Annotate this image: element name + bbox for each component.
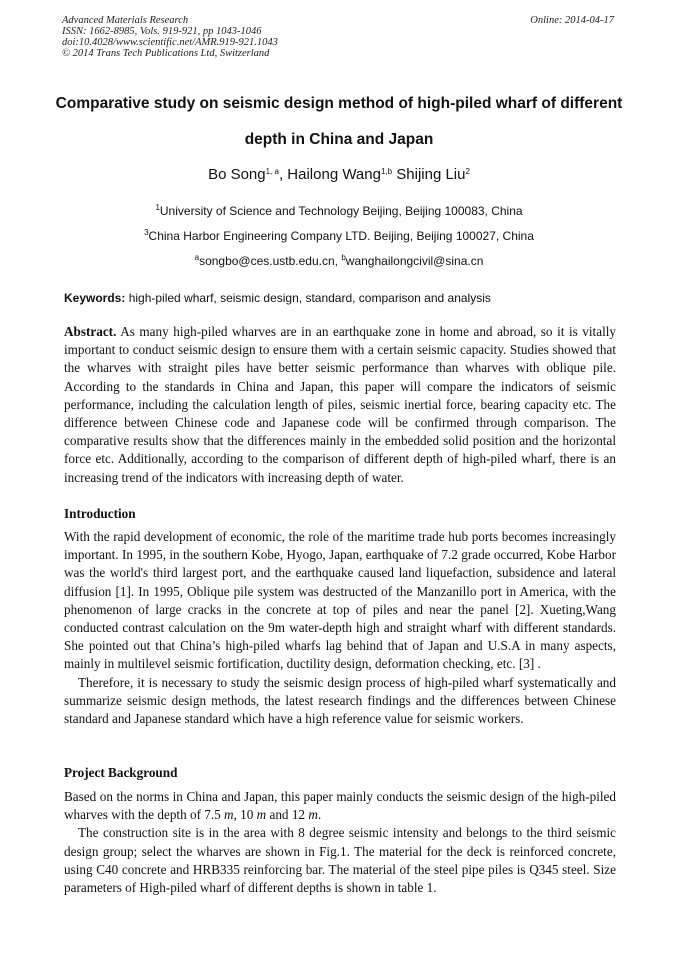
- background-heading: Project Background: [64, 765, 178, 780]
- introduction-paragraph-2: Therefore, it is necessary to study the seismic design process of high-piled wharf systematically and summarize seismic design methods, the latest research findings and the differences between Chinese standard and Japanese standard which have a high reference value for seismic workers.: [64, 674, 616, 727]
- paper-title: Comparative study on seismic design method of high-piled wharf of different depth in China and Japan: [55, 95, 623, 148]
- author-line: [0, 164, 678, 186]
- email-line: [0, 253, 678, 269]
- online-date: Online: 2014-04-17: [530, 15, 614, 26]
- affiliation-1: [0, 203, 678, 219]
- author-name: Shijing Liu: [396, 166, 466, 183]
- unit-m: m: [224, 807, 234, 823]
- copyright-line: © 2014 Trans Tech Publications Ltd, Switzerland: [62, 48, 270, 59]
- keywords-text: high-piled wharf, seismic design, standard, comparison and analysis: [125, 291, 491, 305]
- doi-line[interactable]: doi:10.4028/www.scientific.net/AMR.919-921.1043: [62, 37, 278, 48]
- unit-m: m: [256, 807, 267, 823]
- journal-header: [62, 15, 278, 59]
- journal-name: Advanced Materials Research: [62, 15, 189, 26]
- background-text: .: [317, 807, 322, 823]
- abstract-text: As many high-piled wharves are in an earthquake zone in home and abroad, so it is vitally important to conduct seismic design to ensure them with a certain seismic capacity. Studies showed that the wharves with straight piles have better seismic performance than wharves with oblique pile. According to the standards in China and Japan, this paper will compare the indicators of seismic performance, including the calculation length of piles, seismic inertial force, bearing capacity etc. The difference between Chinese code and Japanese code will be confirmed through comparison. The comparative results show that the differences mainly in the embedded solid position and the horizontal force etc. Additionally, according to the comparison of different depth of high-piled wharf, there is an increasing trend of the indicators with increasing depth of water.: [64, 324, 616, 485]
- email-sup: a: [194, 253, 200, 262]
- author-sup: 1,b: [380, 167, 393, 176]
- background-paragraph-2: The construction site is in the area with 8 degree seismic intensity and belongs to the third seismic design group; select the wharves are shown in Fig.1. The material for the deck is reinforced concrete, using C40 concrete and HRB335 reinforcing bar. The material of the steel pipe piles is Q345 steel. Size parameters of High-piled wharf of different depths is shown in table 1.: [64, 825, 616, 896]
- introduction-paragraph-1: With the rapid development of economic, the role of the maritime trade hub ports becomes increasingly important. In 1995, in the southern Kobe, Hyogo, Japan, earthquake of 7.2 grade occurred, Kobe Harbor was the world's third largest port, and the earthquake caused land liquefaction, subsidence and lateral diffusion [1]. In 1995, Oblique pile system was destructed of the Manzanillo port in America, with the phenomenon of large cracks in the concrete at top of piles and near the panel [2]. Xueting,Wang conducted contrast calculation on the 9m water-depth high and straight wharf with different standards. She pointed out that China’s high-piled wharfs lag behind that of Japan and U.S.A in many aspects, mainly in multilevel seismic fortification, ductility design, deformation checking, etc. [3] .: [64, 529, 616, 672]
- abstract-label: Abstract.: [64, 324, 117, 339]
- background-paragraph-1: [64, 788, 616, 824]
- affiliation-sup: 1: [155, 203, 160, 212]
- keywords-label: Keywords:: [64, 291, 126, 305]
- affiliation-2: [0, 228, 678, 244]
- author-sep: ,: [278, 166, 288, 183]
- introduction-heading: Introduction: [64, 506, 136, 521]
- author-name: Hailong Wang: [287, 166, 381, 183]
- author-sup: 2: [465, 167, 470, 176]
- author-sup: 1, a: [265, 167, 279, 176]
- unit-m: m: [308, 807, 318, 823]
- background-body: [64, 788, 616, 897]
- affiliation-text: China Harbor Engineering Company LTD. Beijing, Beijing 100027, China: [148, 229, 534, 243]
- affiliation-text: University of Science and Technology Beijing, Beijing 100083, China: [159, 204, 523, 218]
- email-1[interactable]: songbo@ces.ustb.edu.cn,: [199, 254, 342, 268]
- keywords: [64, 290, 616, 306]
- email-sup: b: [341, 253, 346, 262]
- email-2[interactable]: wanghailongcivil@sina.cn: [345, 254, 484, 268]
- abstract: [64, 323, 616, 487]
- background-text: and 12: [266, 807, 309, 823]
- affiliation-sup: 3: [144, 228, 149, 237]
- introduction-body: [64, 528, 616, 728]
- issn-line: ISSN: 1662-8985, Vols. 919-921, pp 1043-1046: [62, 26, 262, 37]
- author-name: Bo Song: [208, 166, 266, 183]
- background-text: , 10: [233, 807, 257, 823]
- background-text: Based on the norms in China and Japan, this paper mainly conducts the seismic design of the high-piled wharves with the depth of 7.5: [64, 789, 616, 823]
